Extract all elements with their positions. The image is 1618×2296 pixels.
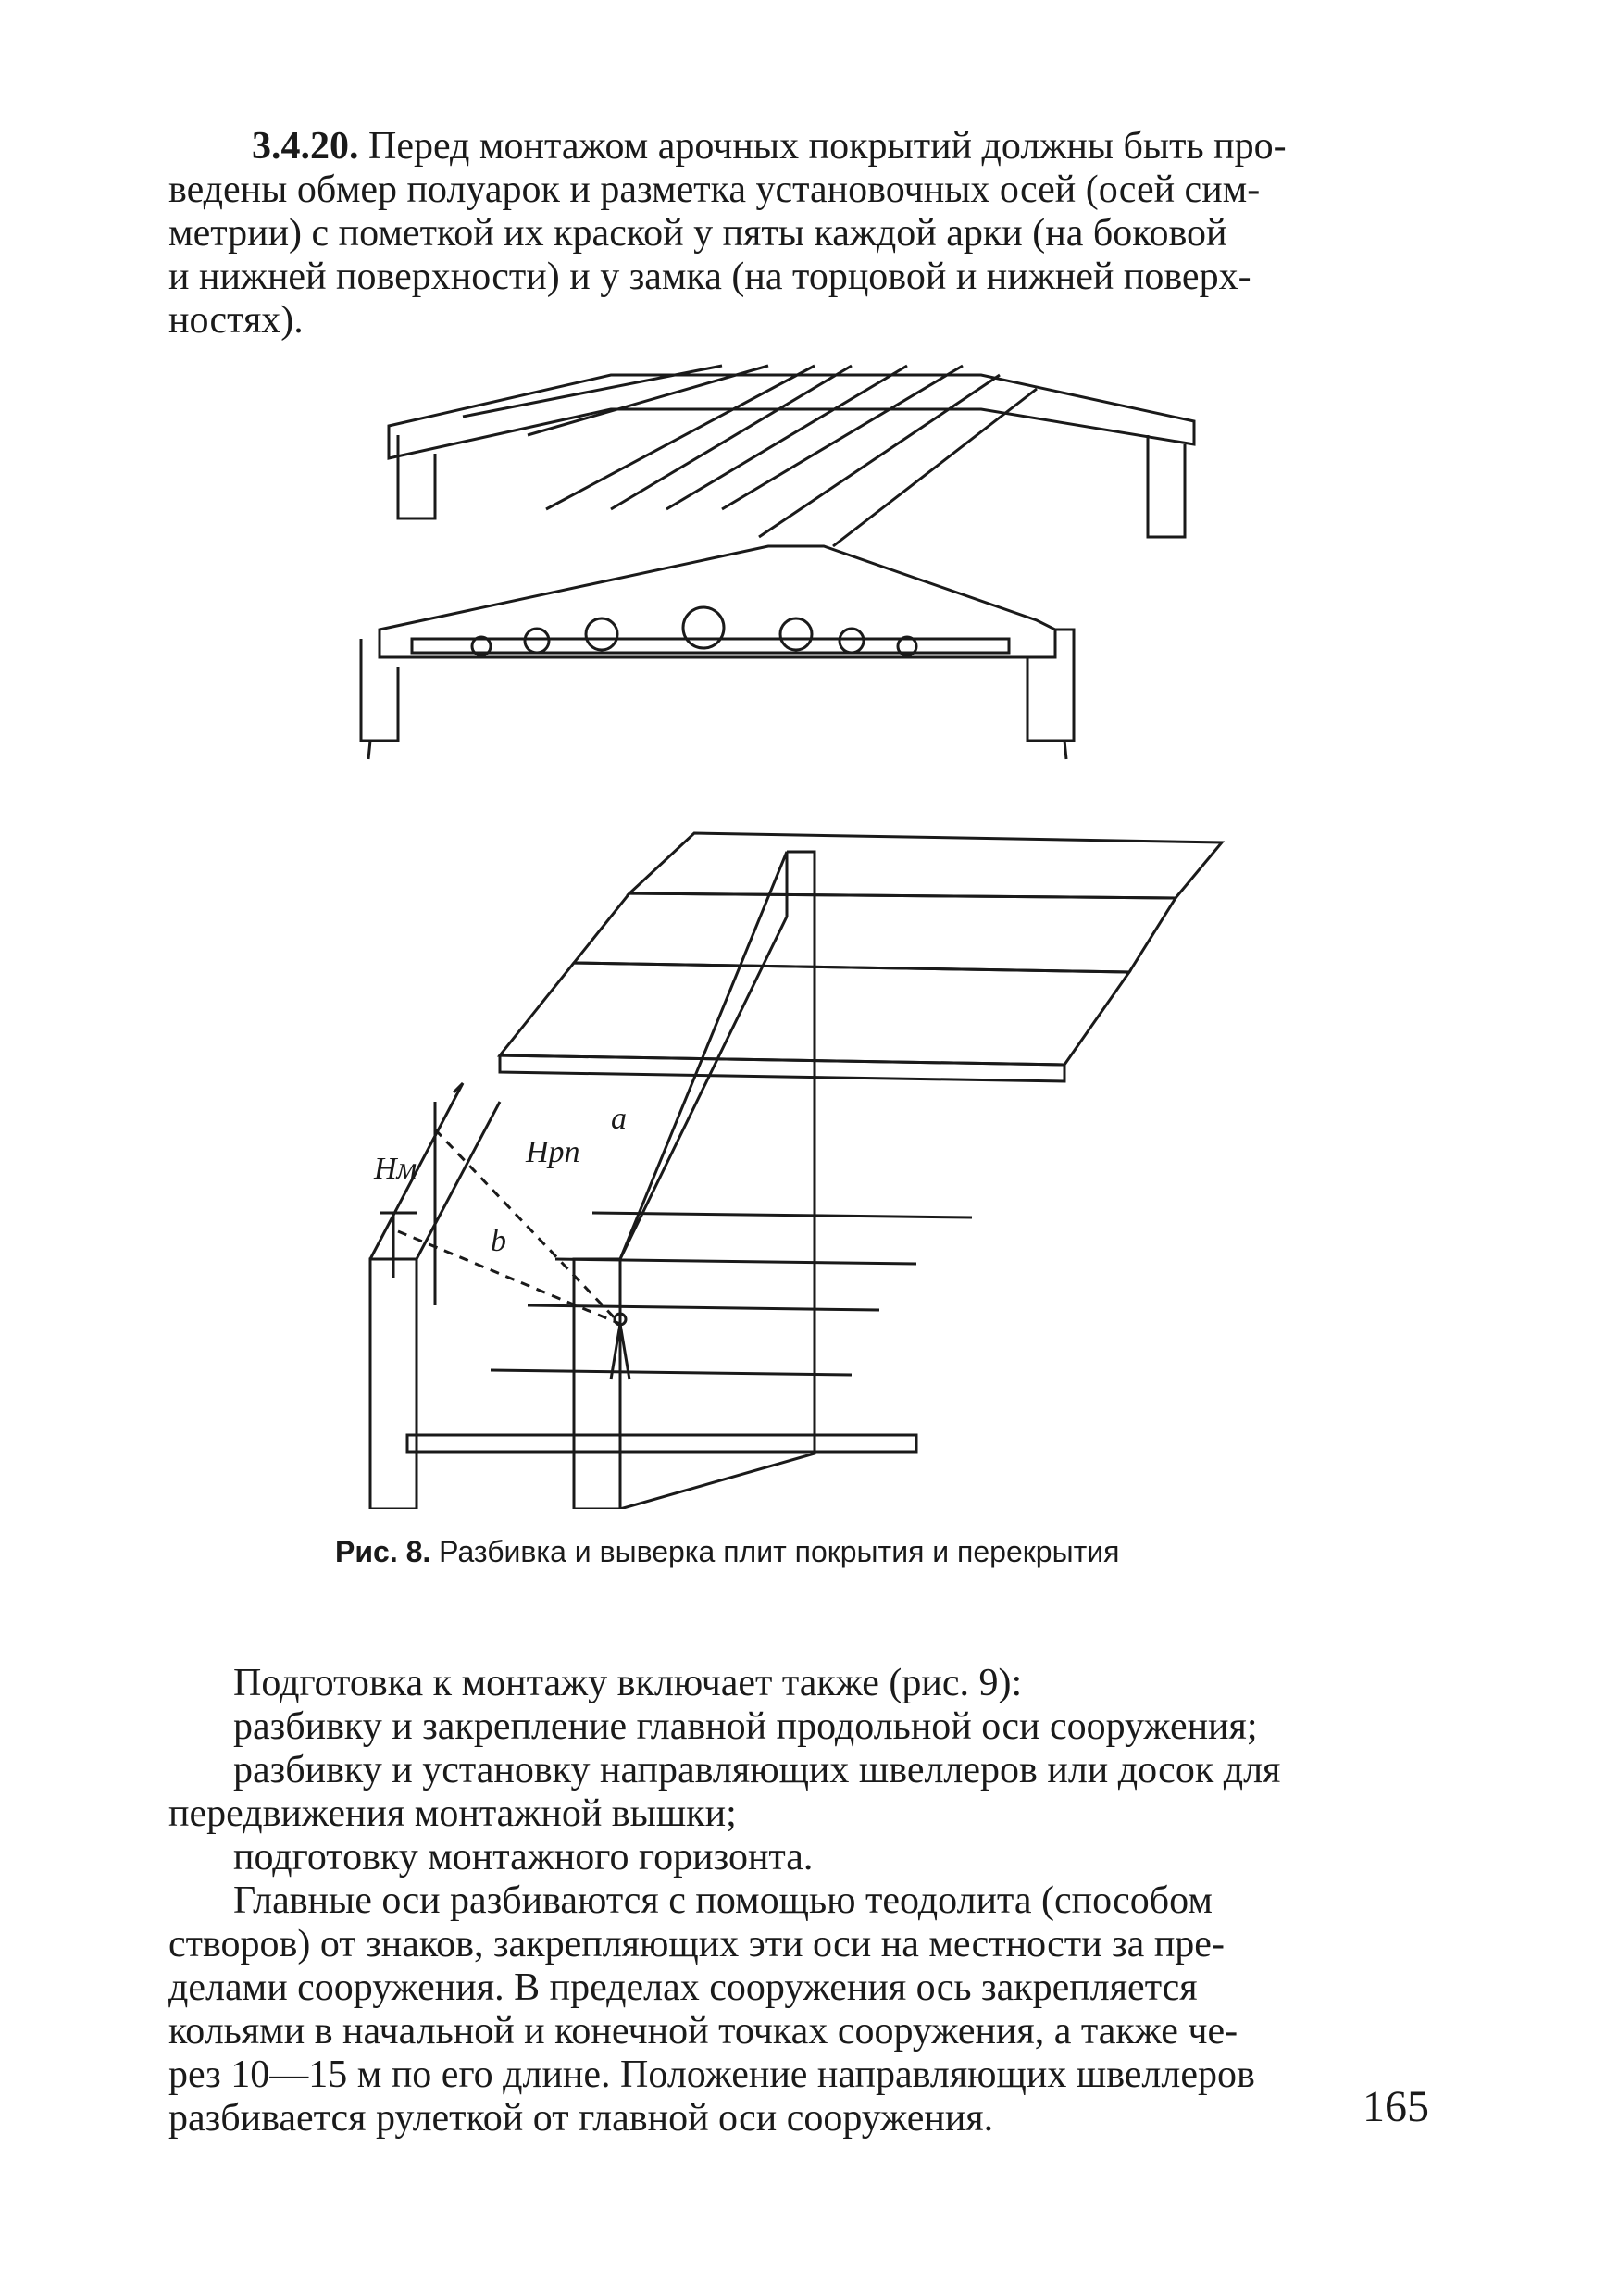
- body-line-5: подготовку монтажного горизонта.: [233, 1836, 814, 1878]
- body-line-11: разбивается рулеткой от главной оси сооружения.: [168, 2097, 994, 2140]
- body-line-10: рез 10—15 м по его длине. Положение направляющих швеллеров: [168, 2053, 1255, 2096]
- intro-line-3: метрии) с пометкой их краской у пяты каждой арки (на боковой: [168, 212, 1227, 255]
- intro-line-2: ведены обмер полуарок и разметка установочных осей (осей сим-: [168, 168, 1261, 211]
- clause-number: 3.4.20.: [252, 125, 359, 168]
- body-paragraph: [168, 1662, 1446, 2140]
- body-line-4: передвижения монтажной вышки;: [168, 1792, 737, 1835]
- caption-text: Разбивка и выверка плит покрытия и перекрытия: [439, 1535, 1120, 1568]
- label-a: a: [611, 1102, 627, 1136]
- intro-line-4: и нижней поверхности) и у замка (на торцовой и нижней поверх-: [168, 256, 1251, 298]
- body-line-8: делами сооружения. В пределах сооружения ось закрепляется: [168, 1966, 1198, 2009]
- page-number: 165: [1363, 2082, 1429, 2131]
- intro-paragraph: [168, 125, 1446, 343]
- body-line-1: Подготовка к монтажу включает также (рис. 9):: [233, 1662, 1023, 1704]
- body-line-9: кольями в начальной и конечной точках сооружения, а также че-: [168, 2010, 1238, 2053]
- intro-line-1: 3.4.20. Перед монтажом арочных покрытий должны быть про-: [252, 125, 1287, 168]
- label-h-m: Hм: [374, 1152, 417, 1186]
- body-line-3: разбивку и установку направляющих швеллеров или досок для: [233, 1749, 1281, 1791]
- label-b: b: [491, 1224, 506, 1258]
- intro-line-5: ностях).: [168, 299, 304, 342]
- figure-caption: [335, 1535, 1353, 1569]
- body-line-6: Главные оси разбиваются с помощью теодолита (способом: [233, 1879, 1213, 1922]
- body-line-7: створов) от знаков, закрепляющих эти оси на местности за пре-: [168, 1923, 1225, 1965]
- label-h-rp: Hрп: [526, 1135, 580, 1169]
- slab-levelling-illustration: [342, 824, 1259, 1509]
- body-line-2: разбивку и закрепление главной продольной оси сооружения;: [233, 1705, 1258, 1748]
- roof-truss-illustration: [333, 352, 1240, 787]
- caption-label: Рис. 8.: [335, 1535, 431, 1568]
